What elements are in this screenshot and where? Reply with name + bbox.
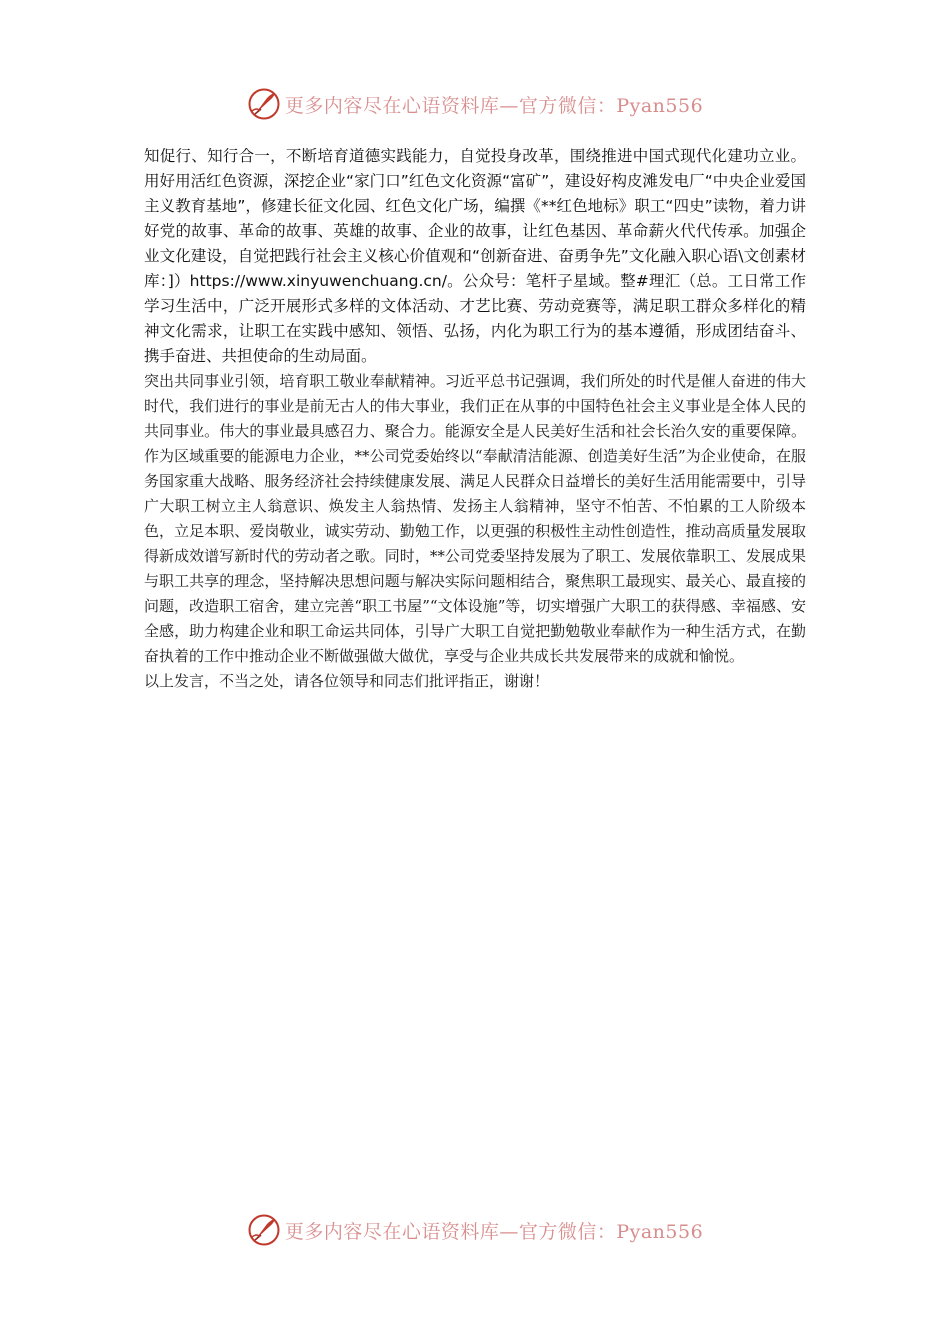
quill-logo-icon (247, 87, 281, 121)
header-banner-text: 更多内容尽在心语资料库—官方微信：Pyan556 (284, 94, 704, 117)
footer-banner (0, 1210, 950, 1250)
paragraph-culture: 知促行、知行合一，不断培育道德实践能力，自觉投身改革，围绕推进中国式现代化建功立业。用好用活红色资源，深挖企业“家门口”红色文化资源“富矿”，建设好构皮滩发电厂“中央企业爱国主义教育基地”，修建长征文化园、红色文化广场，编撰《**红色地标》职工“四史”读物，着力讲好党的故事、革命的故事、英雄的故事、企业的故事，让红色基因、革命薪火代代传承。加强企业文化建设，自觉把践行社会主义核心价值观和“创新奋进、奋勇争先”文化融入职心语\文创素材库：]）https://www.xinyuwenchuang.cn/。公众号：笔杆子星域。整#理汇（总。工日常工作学习生活中，广泛开展形式多样的文体活动、才艺比赛、劳动竞赛等，满足职工群众多样化的精神文化需求，让职工在实践中感知、领悟、弘扬，内化为职工行为的基本遵循，形成团结奋斗、携手奋进、共担使命的生动局面。 (144, 147, 806, 365)
document-body (144, 144, 806, 694)
paragraph-dedication: 突出共同事业引领，培育职工敬业奉献精神。习近平总书记强调，我们所处的时代是催人奋进的伟大时代，我们进行的事业是前无古人的伟大事业，我们正在从事的中国特色社会主义事业是全体人民的共同事业。伟大的事业最具感召力、聚合力。能源安全是人民美好生活和社会长治久安的重要保障。作为区域重要的能源电力企业，**公司党委始终以“奉献清洁能源、创造美好生活”为企业使命，在服务国家重大战略、服务经济社会持续健康发展、满足人民群众日益增长的美好生活用能需要中，引导广大职工树立主人翁意识、焕发主人翁热情、发扬主人翁精神，坚守不怕苦、不怕累的工人阶级本色，立足本职、爱岗敬业，诚实劳动、勤勉工作，以更强的积极性主动性创造性，推动高质量发展取得新成效谱写新时代的劳动者之歌。同时，**公司党委坚持发展为了职工、发展依靠职工、发展成果与职工共享的理念，坚持解决思想问题与解决实际问题相结合，聚焦职工最现实、最关心、最直接的问题，改造职工宿舍，建立完善“职工书屋”“文体设施”等，切实增强广大职工的获得感、幸福感、安全感，助力构建企业和职工命运共同体，引导广大职工自觉把勤勉敬业奉献作为一种生活方式，在勤奋执着的工作中推动企业不断做强做大做优，享受与企业共成长共发展带来的成就和愉悦。 (144, 372, 806, 665)
paragraph-closing: 以上发言，不当之处，请各位领导和同志们批评指正，谢谢！ (144, 672, 550, 690)
footer-banner-text: 更多内容尽在心语资料库—官方微信：Pyan556 (284, 1220, 704, 1243)
quill-logo-icon (247, 1213, 281, 1247)
header-banner (0, 84, 950, 124)
